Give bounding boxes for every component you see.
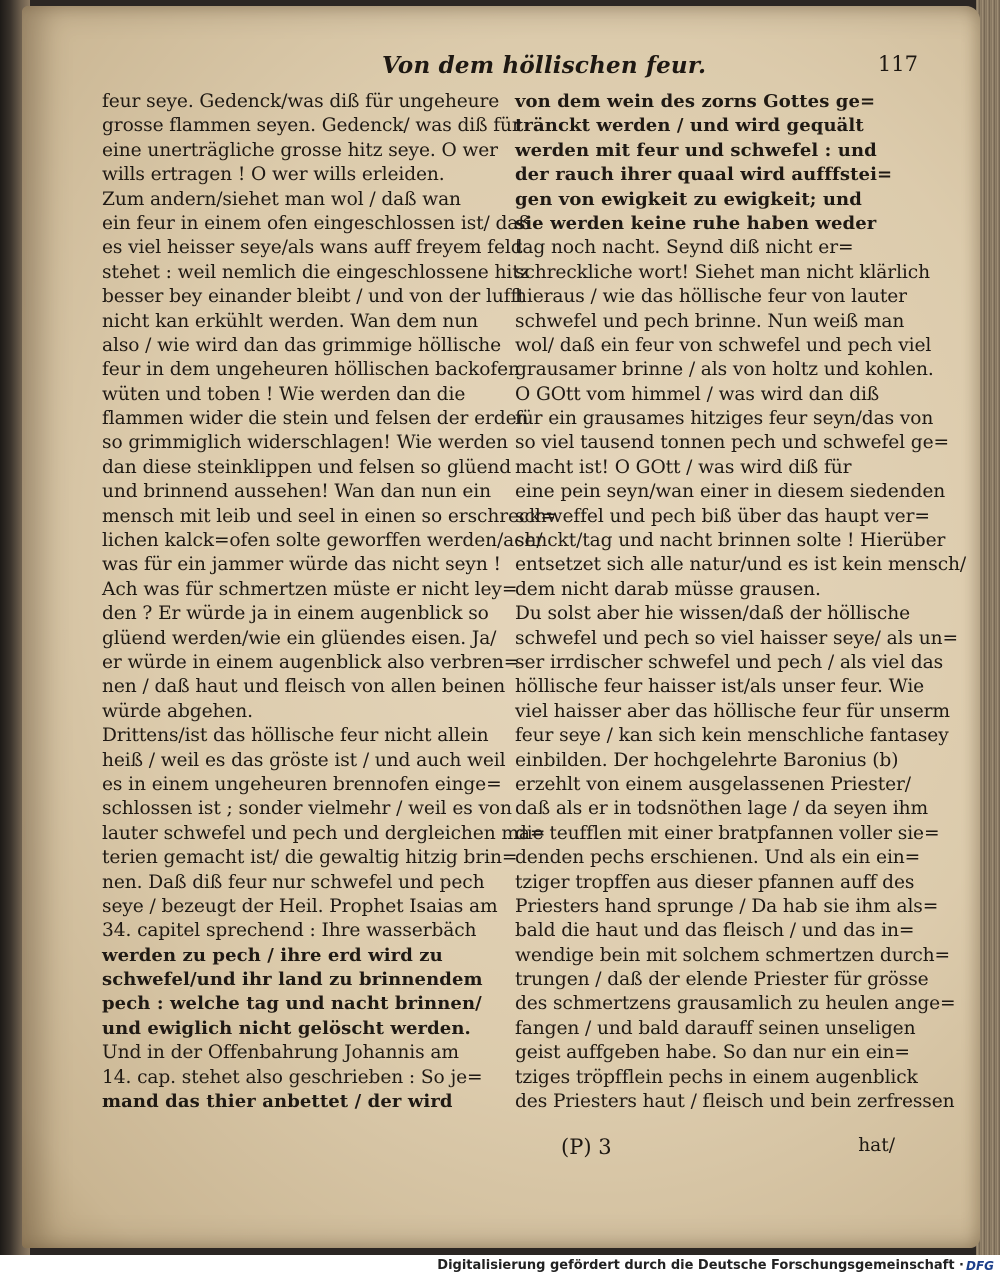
text-line: fangen / und bald darauff seinen unseligen xyxy=(515,1017,916,1039)
text-line: schlossen ist ; sonder vielmehr / weil es von xyxy=(102,798,512,820)
book-page xyxy=(22,6,980,1248)
signature-mark: (P) 3 xyxy=(561,1135,612,1159)
text-line: tziger tropffen aus dieser pfannen auff des xyxy=(515,871,915,893)
text-line: erzehlt von einem ausgelassenen Priester/ xyxy=(515,773,911,795)
text-line: senckt/tag und nacht brinnen solte ! Hierüber xyxy=(515,530,946,552)
text-line: sie werden keine ruhe haben weder xyxy=(515,212,877,234)
text-line: für ein grausames hitziges feur seyn/das von xyxy=(515,408,934,430)
text-line: es viel heisser seye/als wans auff freyem feld xyxy=(102,237,523,259)
text-line: feur in dem ungeheuren höllischen backofen xyxy=(102,359,520,381)
text-line: denden pechs erschienen. Und als ein ein= xyxy=(515,847,921,869)
page-header xyxy=(382,48,922,88)
text-line: schwefel/und ihr land zu brinnendem xyxy=(102,969,483,991)
text-line: tziges tröpfflein pechs in einem augenblick xyxy=(515,1066,918,1088)
text-line: tag noch nacht. Seynd diß nicht er= xyxy=(515,237,854,259)
text-line: ein feur in einem ofen eingeschlossen ist/ daß xyxy=(102,212,531,234)
text-line: was für ein jammer würde das nicht seyn ! xyxy=(102,554,501,576)
catchword: hat/ xyxy=(858,1135,895,1156)
text-line: dan diese steinklippen und felsen so glüend xyxy=(102,456,512,478)
text-line: schwefel und pech brinne. Nun weiß man xyxy=(515,310,905,332)
text-line: den ? Er würde ja in einem augenblick so xyxy=(102,603,489,625)
text-line: einbilden. Der hochgelehrte Baronius (b) xyxy=(515,749,899,771)
text-line: glüend werden/wie ein glüendes eisen. Ja/ xyxy=(102,627,497,649)
text-line: werden mit feur und schwefel : und xyxy=(515,139,877,161)
page-footer xyxy=(515,1135,915,1165)
text-line: nen. Daß diß feur nur schwefel und pech xyxy=(102,871,485,893)
text-line: wol/ daß ein feur von schwefel und pech viel xyxy=(515,334,932,356)
text-line: stehet : weil nemlich die eingeschlossene hitz xyxy=(102,261,530,283)
left-text-column xyxy=(102,90,556,1114)
text-line: mand das thier anbettet / der wird xyxy=(102,1091,453,1113)
text-line: mensch mit leib und seel in einen so erschreck= xyxy=(102,505,556,527)
text-line: flammen wider die stein und felsen der erden xyxy=(102,408,529,430)
text-line: wendige bein mit solchem schmertzen durch= xyxy=(515,944,951,966)
text-line: schreckliche wort! Siehet man nicht klärlich xyxy=(515,261,930,283)
text-line: schweffel und pech biß über das haupt ver= xyxy=(515,505,930,527)
text-line: des schmertzens grausamlich zu heulen ange= xyxy=(515,993,956,1015)
text-line: geist auffgeben habe. So dan nur ein ein= xyxy=(515,1042,910,1064)
text-line: feur seye / kan sich kein menschliche fantasey xyxy=(515,725,949,747)
text-line: trungen / daß der elende Priester für grösse xyxy=(515,969,929,991)
text-line: gen von ewigkeit zu ewigkeit; und xyxy=(515,188,862,210)
text-line: Und in der Offenbahrung Johannis am xyxy=(102,1042,459,1064)
text-line: und ewiglich nicht gelöscht werden. xyxy=(102,1017,471,1039)
text-line: schwefel und pech so viel haisser seye/ als un= xyxy=(515,627,958,649)
text-line: der rauch ihrer quaal wird aufffstei= xyxy=(515,164,893,186)
text-line: terien gemacht ist/ die gewaltig hitzig brin= xyxy=(102,847,518,869)
text-line: Priesters hand sprunge / Da hab sie ihm als= xyxy=(515,895,939,917)
text-line: tränckt werden / und wird gequält xyxy=(515,115,864,137)
text-line: Zum andern/siehet man wol / daß wan xyxy=(102,188,461,210)
text-line: bald die haut und das fleisch / und das in= xyxy=(515,920,915,942)
text-line: grosse flammen seyen. Gedenck/ was diß für xyxy=(102,115,521,137)
text-line: feur seye. Gedenck/was diß für ungeheure xyxy=(102,91,500,112)
text-line: O GOtt vom himmel / was wird dan diß xyxy=(515,383,880,405)
right-text-column xyxy=(515,90,967,1114)
text-line: eine pein seyn/wan einer in diesem siedenden xyxy=(515,481,946,503)
text-line: die teufflen mit einer bratpfannen voller sie= xyxy=(515,822,940,844)
text-line: nen / daß haut und fleisch von allen beinen xyxy=(102,676,506,698)
text-line: Ach was für schmertzen müste er nicht ley= xyxy=(102,578,518,600)
text-line: seye / bezeugt der Heil. Prophet Isaias am xyxy=(102,895,498,917)
digitization-credit: Digitalisierung gefördert durch die Deutsche Forschungsgemeinschaft · xyxy=(437,1258,964,1273)
text-line: so grimmiglich widerschlagen! Wie werden xyxy=(102,432,508,454)
text-line: lauter schwefel und pech und dergleichen ma= xyxy=(102,822,546,844)
text-line: von dem wein des zorns Gottes ge= xyxy=(515,91,876,112)
text-line: hieraus / wie das höllische feur von lauter xyxy=(515,286,907,308)
text-line: also / wie wird dan das grimmige höllische xyxy=(102,334,502,356)
text-line: besser bey einander bleibt / und von der lufft xyxy=(102,286,525,308)
text-line: grausamer brinne / als von holtz und kohlen. xyxy=(515,359,934,381)
text-line: eine unerträgliche grosse hitz seye. O wer xyxy=(102,139,498,161)
text-line: nicht kan erkühlt werden. Wan dem nun xyxy=(102,310,479,332)
text-line: entsetzet sich alle natur/und es ist kein mensch/ xyxy=(515,554,967,576)
text-line: heiß / weil es das gröste ist / und auch weil xyxy=(102,749,506,771)
text-line: viel haisser aber das höllische feur für unserm xyxy=(515,700,950,722)
text-line: Drittens/ist das höllische feur nicht allein xyxy=(102,725,489,747)
dfg-logo: DFG xyxy=(965,1259,994,1273)
text-line: würde abgehen. xyxy=(102,700,253,722)
text-line: dem nicht darab müsse grausen. xyxy=(515,578,821,600)
text-line: er würde in einem augenblick also verbren= xyxy=(102,651,520,673)
text-line: macht ist! O GOtt / was wird diß für xyxy=(515,456,852,478)
text-line: 34. capitel sprechend : Ihre wasserbäch xyxy=(102,920,477,942)
text-line: Du solst aber hie wissen/daß der höllische xyxy=(515,603,910,625)
text-line: daß als er in todsnöthen lage / da seyen ihm xyxy=(515,798,929,820)
text-line: ser irrdischer schwefel und pech / als viel das xyxy=(515,651,944,673)
text-line: so viel tausend tonnen pech und schwefel ge= xyxy=(515,432,949,454)
text-line: des Priesters haut / fleisch und bein zerfressen xyxy=(515,1091,955,1113)
text-line: es in einem ungeheuren brennofen einge= xyxy=(102,773,502,795)
running-title: Von dem höllischen feur. xyxy=(382,52,707,79)
page-number: 117 xyxy=(877,52,918,76)
text-line: werden zu pech / ihre erd wird zu xyxy=(102,944,443,966)
text-line: lichen kalck=ofen solte geworffen werden/ach/ xyxy=(102,530,543,552)
text-line: höllische feur haisser ist/als unser feur. Wie xyxy=(515,676,925,698)
text-line: wills ertragen ! O wer wills erleiden. xyxy=(102,164,445,186)
text-line: und brinnend aussehen! Wan dan nun ein xyxy=(102,481,492,503)
text-line: wüten und toben ! Wie werden dan die xyxy=(102,383,466,405)
digitization-bar xyxy=(0,1255,1000,1279)
text-line: 14. cap. stehet also geschrieben : So je= xyxy=(102,1066,483,1088)
text-line: pech : welche tag und nacht brinnen/ xyxy=(102,993,482,1015)
